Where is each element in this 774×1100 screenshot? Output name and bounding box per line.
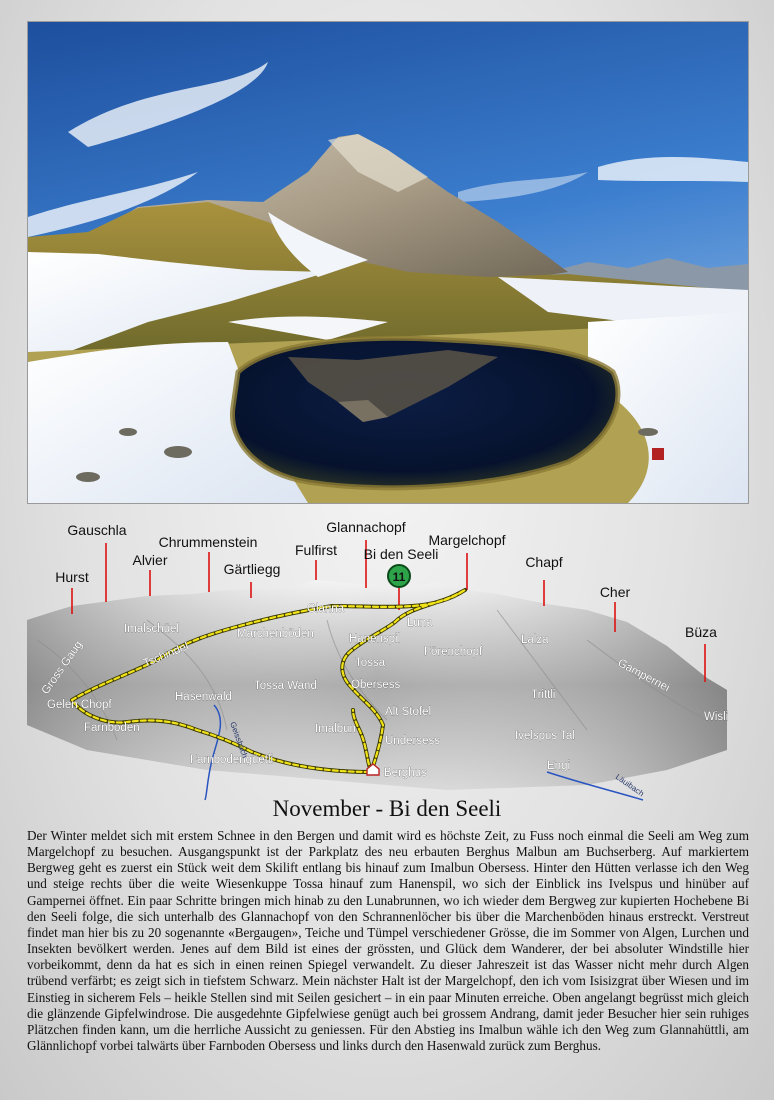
place-label-gampernei: Gampernei <box>615 657 672 695</box>
peak-label-alvier: Alvier <box>132 552 168 568</box>
place-label-hasenwald: Hasenwald <box>175 691 232 703</box>
peak-label-gaertliegg: Gärtliegg <box>223 561 281 577</box>
peak-label-glannachopf: Glannachopf <box>326 519 406 535</box>
place-label-obersess: Obersess <box>351 679 401 691</box>
waypoint-number: 11 <box>392 570 406 584</box>
place-label-farnbodenguetli: Farnbodengüetli <box>190 754 274 766</box>
place-label-tossa: Tossa <box>355 657 386 669</box>
place-label-glanna: Glanna <box>307 603 345 615</box>
place-label-undersess: Undersess <box>385 735 440 747</box>
place-label-alt-stofel: Alt Stofel <box>385 706 432 718</box>
peak-label-chapf: Chapf <box>525 554 563 570</box>
place-label-tschindel: Tschindel <box>141 640 191 670</box>
peak-label-cher: Cher <box>599 584 631 600</box>
peak-label-hurst: Hurst <box>55 569 89 585</box>
place-label-gelen-choepf: Gelen Chöpf <box>47 699 112 711</box>
route-panorama-map <box>27 510 747 810</box>
place-label-luna: Luna <box>407 617 433 629</box>
place-label-marchenboeden: Marchenböden <box>237 628 314 640</box>
peak-label-bi-den-seeli: Bi den Seeli <box>363 546 439 562</box>
place-label-farnboden: Farnboden <box>84 722 140 734</box>
peak-label-bueza: Büza <box>685 624 717 640</box>
article-body: Der Winter meldet sich mit erstem Schnee in den Bergen und damit wird es höchste Zeit, zu Fuss noch einmal die Seeli am Weg zum Margelchopf zu besuchen. Ausgangspunkt ist der Parkplatz des neu erbauten Berghus Malbun am Buchserberg. Auf markiertem Bergweg geht es zuerst ein Stück weit dem Skilift entlang bis hinauf zum Imalbun Obersess. Hinter den Hütten verlasse ich den Weg und steige rechts über die weite Wiesenkuppe Tossa hinauf zum Hanenspil, wo sich der Einblick ins Ivelspus und hinüber auf Gampernei öffnet. Ein paar Schritte bringen mich hinab zu den Lunabrunnen, wo ich wieder dem Bergweg zur kupierten Hochebene Bi den Seeli folge, die sich unterhalb des Glannachopf von den Schrannenlöcher bis über die Marchenböden hinaus erstreckt. Verstreut findet man hier bis zu 20 sogenannte «Bergaugen», Teiche und Tümpel verschiedener Grösse, die im Sommer von Algen, Lurchen und Insekten bevölkert werden. Jenes auf dem Bild ist eines der grössten, und Glück dem Wanderer, der bei absoluter Windstille hier vorbeikommt, denn da hat es sich in einen reinen Spiegel verwandelt. Zu dieser Jahreszeit ist das Wasser nicht mehr durch Algen trübend verfärbt; es zeigt sich in tiefstem Schwarz. Mein nächster Halt ist der Margelchopf, den ich vom Isisizgrat über Wiesen und im Einstieg in sicherem Fels – heikle Stellen sind mit Seilen gesichert – in ein paar Minuten erreiche. Oben angelangt begrüsst mich gleich die glänzende Gipfelwindrose. Die ausgedehnte Gipfelwiese genügt auch bei grossem Andrang, damit jeder Besucher hier sein ruhiges Plätzchen finden kann, um die herrliche Aussicht zu geniessen. Für den Abstieg ins Imalbun wähle ich den Weg zum Glannahüttli, am Glännlichopf vorbei talwärts über Farnboden Obersess und links durch den Hasenwald zurück zum Berghus. <box>27 828 749 1054</box>
place-label-imalbun: Imalbun <box>315 723 356 735</box>
panorama-svg <box>27 510 747 810</box>
place-label-tossa-wand: Tossa Wand <box>254 680 317 692</box>
place-label-foerenchopf: Förenchopf <box>424 646 483 658</box>
place-label-trittli: Trittli <box>531 689 556 701</box>
stream-label-laeuibach: Läuibach <box>613 772 646 799</box>
photo-illustration <box>28 22 748 503</box>
place-label-berghus: Berghus <box>384 767 427 779</box>
place-label-hanenspil: Hanenspil <box>349 633 401 645</box>
mountain-lake-photo <box>27 21 749 504</box>
stream-label-geissbach: Geissbach <box>228 720 250 760</box>
peak-label-chrummenstein: Chrummenstein <box>158 534 258 550</box>
place-label-gross-gaug: Gross Gaug <box>39 639 86 697</box>
peak-label-gauschla: Gauschla <box>67 522 127 538</box>
place-label-ivelspus-tal: Ivelspus Tal <box>515 730 575 742</box>
place-label-engi: Engi <box>547 760 571 772</box>
article-title: November - Bi den Seeli <box>272 796 502 821</box>
place-label-imalschueel: Imalschüel <box>124 623 179 635</box>
peak-label-margelchopf: Margelchopf <box>428 532 506 548</box>
place-label-lalza: Lalza <box>521 634 549 646</box>
backpack-icon <box>652 448 664 460</box>
peak-label-fulfirst: Fulfirst <box>295 542 337 558</box>
place-label-wisli: Wisli <box>704 711 729 723</box>
